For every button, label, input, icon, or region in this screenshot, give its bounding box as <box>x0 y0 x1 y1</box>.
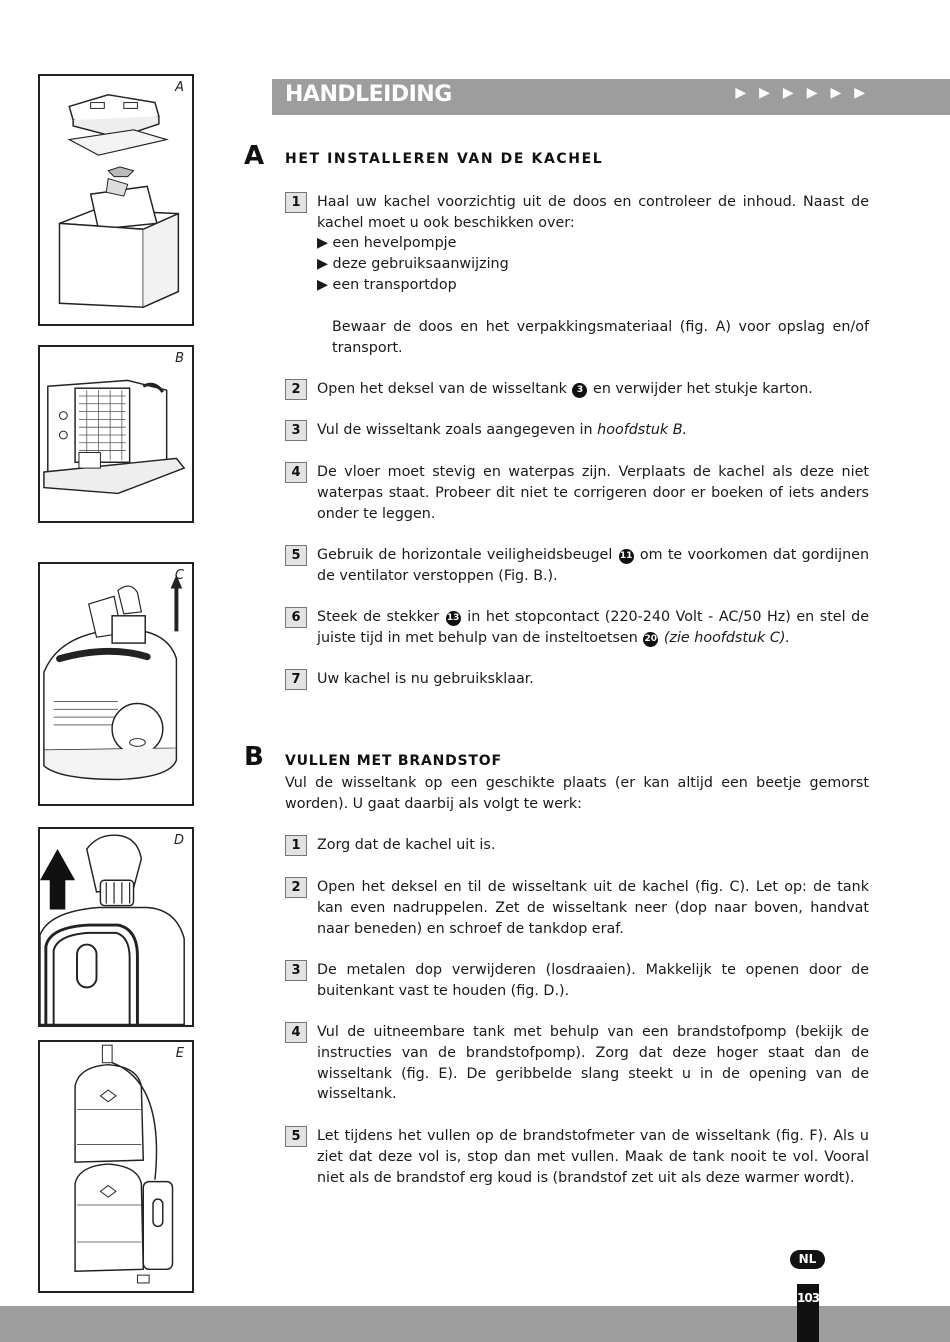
tank-cap-icon <box>40 829 192 1025</box>
figure-letter: C <box>174 568 184 583</box>
figure-letter: D <box>173 833 184 848</box>
figure-a <box>38 74 194 326</box>
heater-tank-removal-icon <box>40 564 192 804</box>
callout-badge: 20 <box>643 632 658 647</box>
header-bar <box>272 79 950 115</box>
step-number: 4 <box>285 1022 307 1043</box>
section-b-title: VULLEN MET BRANDSTOF <box>285 753 502 769</box>
step-number: 3 <box>285 960 307 981</box>
list-item: ▶ een hevelpompje <box>317 235 457 251</box>
figure-b <box>38 345 194 523</box>
page-title: HANDLEIDING <box>285 82 452 107</box>
callout-badge: 11 <box>619 549 634 564</box>
figure-letter: E <box>175 1046 184 1061</box>
step-number: 2 <box>285 877 307 898</box>
step-number: 5 <box>285 1126 307 1147</box>
step-number: 3 <box>285 420 307 441</box>
step-text: De metalen dop verwijderen (losdraaien). Makkelijk te openen door de buitenkant vast te houden (fig. D.). <box>317 962 869 999</box>
step-text: Vul de wisseltank zoals aangegeven in hoofdstuk B. <box>317 422 688 438</box>
figure-letter: A <box>175 80 184 95</box>
fuel-pump-icon <box>40 1042 192 1291</box>
list-item: ▶ een transportdop <box>317 277 457 293</box>
step-text: Vul de uitneembare tank met behulp van een brandstofpomp (bekijk de instructies van de brandstofpomp). Zorg dat deze hoger staat dan de wisseltank (fig. E). De geribbelde slang steekt u in de opening van de wisseltank. <box>317 1024 869 1103</box>
figure-e <box>38 1040 194 1293</box>
step-text: Haal uw kachel voorzichtig uit de doos en controleer de inhoud. Naast de kachel moet u ook beschikken over: <box>317 194 869 231</box>
figure-letter: B <box>175 351 184 366</box>
step-text: De vloer moet stevig en waterpas zijn. Verplaats de kachel als deze niet waterpas staat. Probeer dit niet te corrigeren door er boeken of iets anders onder te leggen. <box>317 464 869 522</box>
header-arrows: ▶▶▶▶▶▶ <box>735 85 878 101</box>
section-b-letter: B <box>244 742 264 772</box>
callout-badge: 13 <box>446 611 461 626</box>
step-number: 6 <box>285 607 307 628</box>
callout-badge: 3 <box>572 383 587 398</box>
section-a-letter: A <box>244 141 265 171</box>
box-unpacking-icon <box>40 76 192 324</box>
step-text: Uw kachel is nu gebruiksklaar. <box>317 671 534 687</box>
step-text: Open het deksel van de wisseltank 3 en verwijder het stukje karton. <box>317 381 813 397</box>
step-number: 1 <box>285 835 307 856</box>
step-text: Steek de stekker 13 in het stopcontact (220-240 Volt - AC/50 Hz) en stel de juiste tijd in met behulp van de insteltoetsen 20 (zie hoofdstuk C). <box>317 609 870 646</box>
figure-d <box>38 827 194 1027</box>
heater-rear-icon <box>40 347 192 521</box>
step-text: Open het deksel en til de wisseltank uit de kachel (fig. C). Let op: de tank kan even nadruppelen. Zet de wisseltank neer (dop naar boven, handvat naar beneden) en schroef de tankdop eraf. <box>317 879 869 937</box>
page-number: 103 <box>797 1291 820 1305</box>
step-number: 5 <box>285 545 307 566</box>
language-badge: NL <box>790 1250 825 1269</box>
step-number: 4 <box>285 462 307 483</box>
step-number: 7 <box>285 669 307 690</box>
section-a-title: HET INSTALLEREN VAN DE KACHEL <box>285 151 604 167</box>
step-number: 1 <box>285 192 307 213</box>
section-b-intro: Vul de wisseltank op een geschikte plaats (er kan altijd een beetje gemorst worden). U gaat daarbij als volgt te werk: <box>285 775 869 812</box>
step-text: Zorg dat de kachel uit is. <box>317 837 496 853</box>
step-text: Gebruik de horizontale veiligheidsbeugel 11 om te voorkomen dat gordijnen de ventilator verstoppen (Fig. B.). <box>317 547 870 584</box>
step-note: Bewaar de doos en het verpakkingsmateriaal (fig. A) voor opslag en/of transport. <box>332 319 869 356</box>
list-item: ▶ deze gebruiksaanwijzing <box>317 256 509 272</box>
step-text: Let tijdens het vullen op de brandstofmeter van de wisseltank (fig. F). Als u ziet dat deze vol is, stop dan met vullen. Maak de tank nooit te vol. Vooral niet als de brandstof erg koud is (brandstof zet uit als deze warmer wordt). <box>317 1128 869 1186</box>
figure-c <box>38 562 194 806</box>
step-number: 2 <box>285 379 307 400</box>
